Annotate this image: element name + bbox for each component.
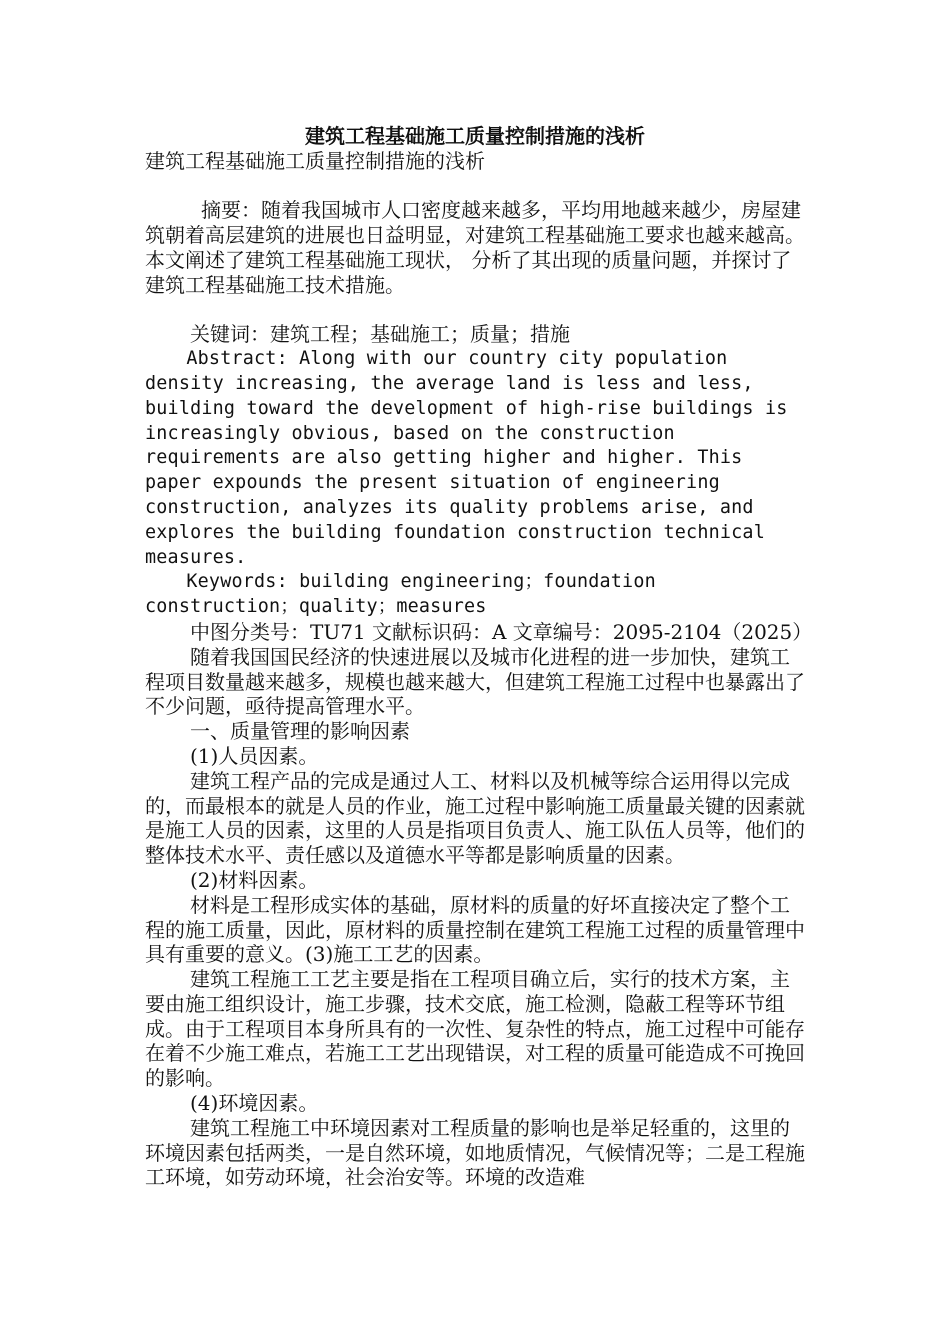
blank-line <box>145 174 805 199</box>
factor-paragraph-materials: 材料是工程形成实体的基础，原材料的质量的好坏直接决定了整个工程的施工质量，因此，原材料的质量控制在建筑工程施工过程的质量管理中具有重要的意义。(3)施工工艺的因素。 <box>145 892 805 967</box>
intro-paragraph: 随着我国国民经济的快速进展以及城市化进程的进一步加快，建筑工程项目数量越来越多，规模也越来越大，但建筑工程施工过程中也暴露出了不少问题，亟待提高管理水平。 <box>145 644 805 719</box>
factor-paragraph-personnel: 建筑工程产品的完成是通过人工、材料以及机械等综合运用得以完成的，而最根本的就是人员的作业，施工过程中影响施工质量最关键的因素就是施工人员的因素，这里的人员是指项目负责人、施工队伍人员等，他们的整体技术水平、责任感以及道德水平等都是影响质量的因素。 <box>145 768 805 868</box>
factor-paragraph-process: 建筑工程施工工艺主要是指在工程项目确立后，实行的技术方案，主要由施工组织设计，施工步骤，技术交底，施工检测，隐蔽工程等环节组成。由于工程项目本身所具有的一次性、复杂性的特点，施工过程中可能存在着不少施工难点，若施工工艺出现错误，对工程的质量可能造成不可挽回的影响。 <box>145 967 805 1091</box>
abstract-chinese: 摘要：随着我国城市人口密度越来越多，平均用地越来越少，房屋建筑朝着高层建筑的进展也日益明显，对建筑工程基础施工要求也越来越高。本文阐述了建筑工程基础施工现状， 分析了其出现的质量问题，并探讨了建筑工程基础施工技术措施。 <box>145 198 805 297</box>
blank-line <box>145 298 805 323</box>
keywords-chinese: 关键词：建筑工程；基础施工；质量；措施 <box>190 322 570 347</box>
section-heading: 一、质量管理的影响因素 <box>190 719 410 744</box>
factor-heading-personnel: (1)人员因素。 <box>190 743 319 768</box>
document-body <box>145 124 813 1190</box>
keywords-english: Keywords: building engineering；foundation construction；quality；measures <box>145 571 656 618</box>
factor-heading-materials: (2)材料因素。 <box>190 867 319 892</box>
classification-line: 中图分类号：TU71 文献标识码：A 文章编号：2095-2104（2025） <box>190 619 813 644</box>
factor-heading-environment: (4)环境因素。 <box>190 1091 319 1116</box>
document-title: 建筑工程基础施工质量控制措施的浅析 <box>305 124 645 148</box>
abstract-english: Abstract: Along with our country city population density increasing, the average land is less and less, building toward the development of high-rise buildings is increasingly obvious, based on the construction requirements are also getting higher and higher. This paper expounds the present situation of engineering construction, analyzes its quality problems arise, and explores the building foundation construction technical measures. <box>145 348 788 568</box>
document-subtitle: 建筑工程基础施工质量控制措施的浅析 <box>145 148 485 173</box>
factor-paragraph-environment: 建筑工程施工中环境因素对工程质量的影响也是举足轻重的，这里的环境因素包括两类，一是自然环境，如地质情况，气候情况等；二是工程施工环境，如劳动环境，社会治安等。环境的改造难 <box>145 1115 805 1190</box>
